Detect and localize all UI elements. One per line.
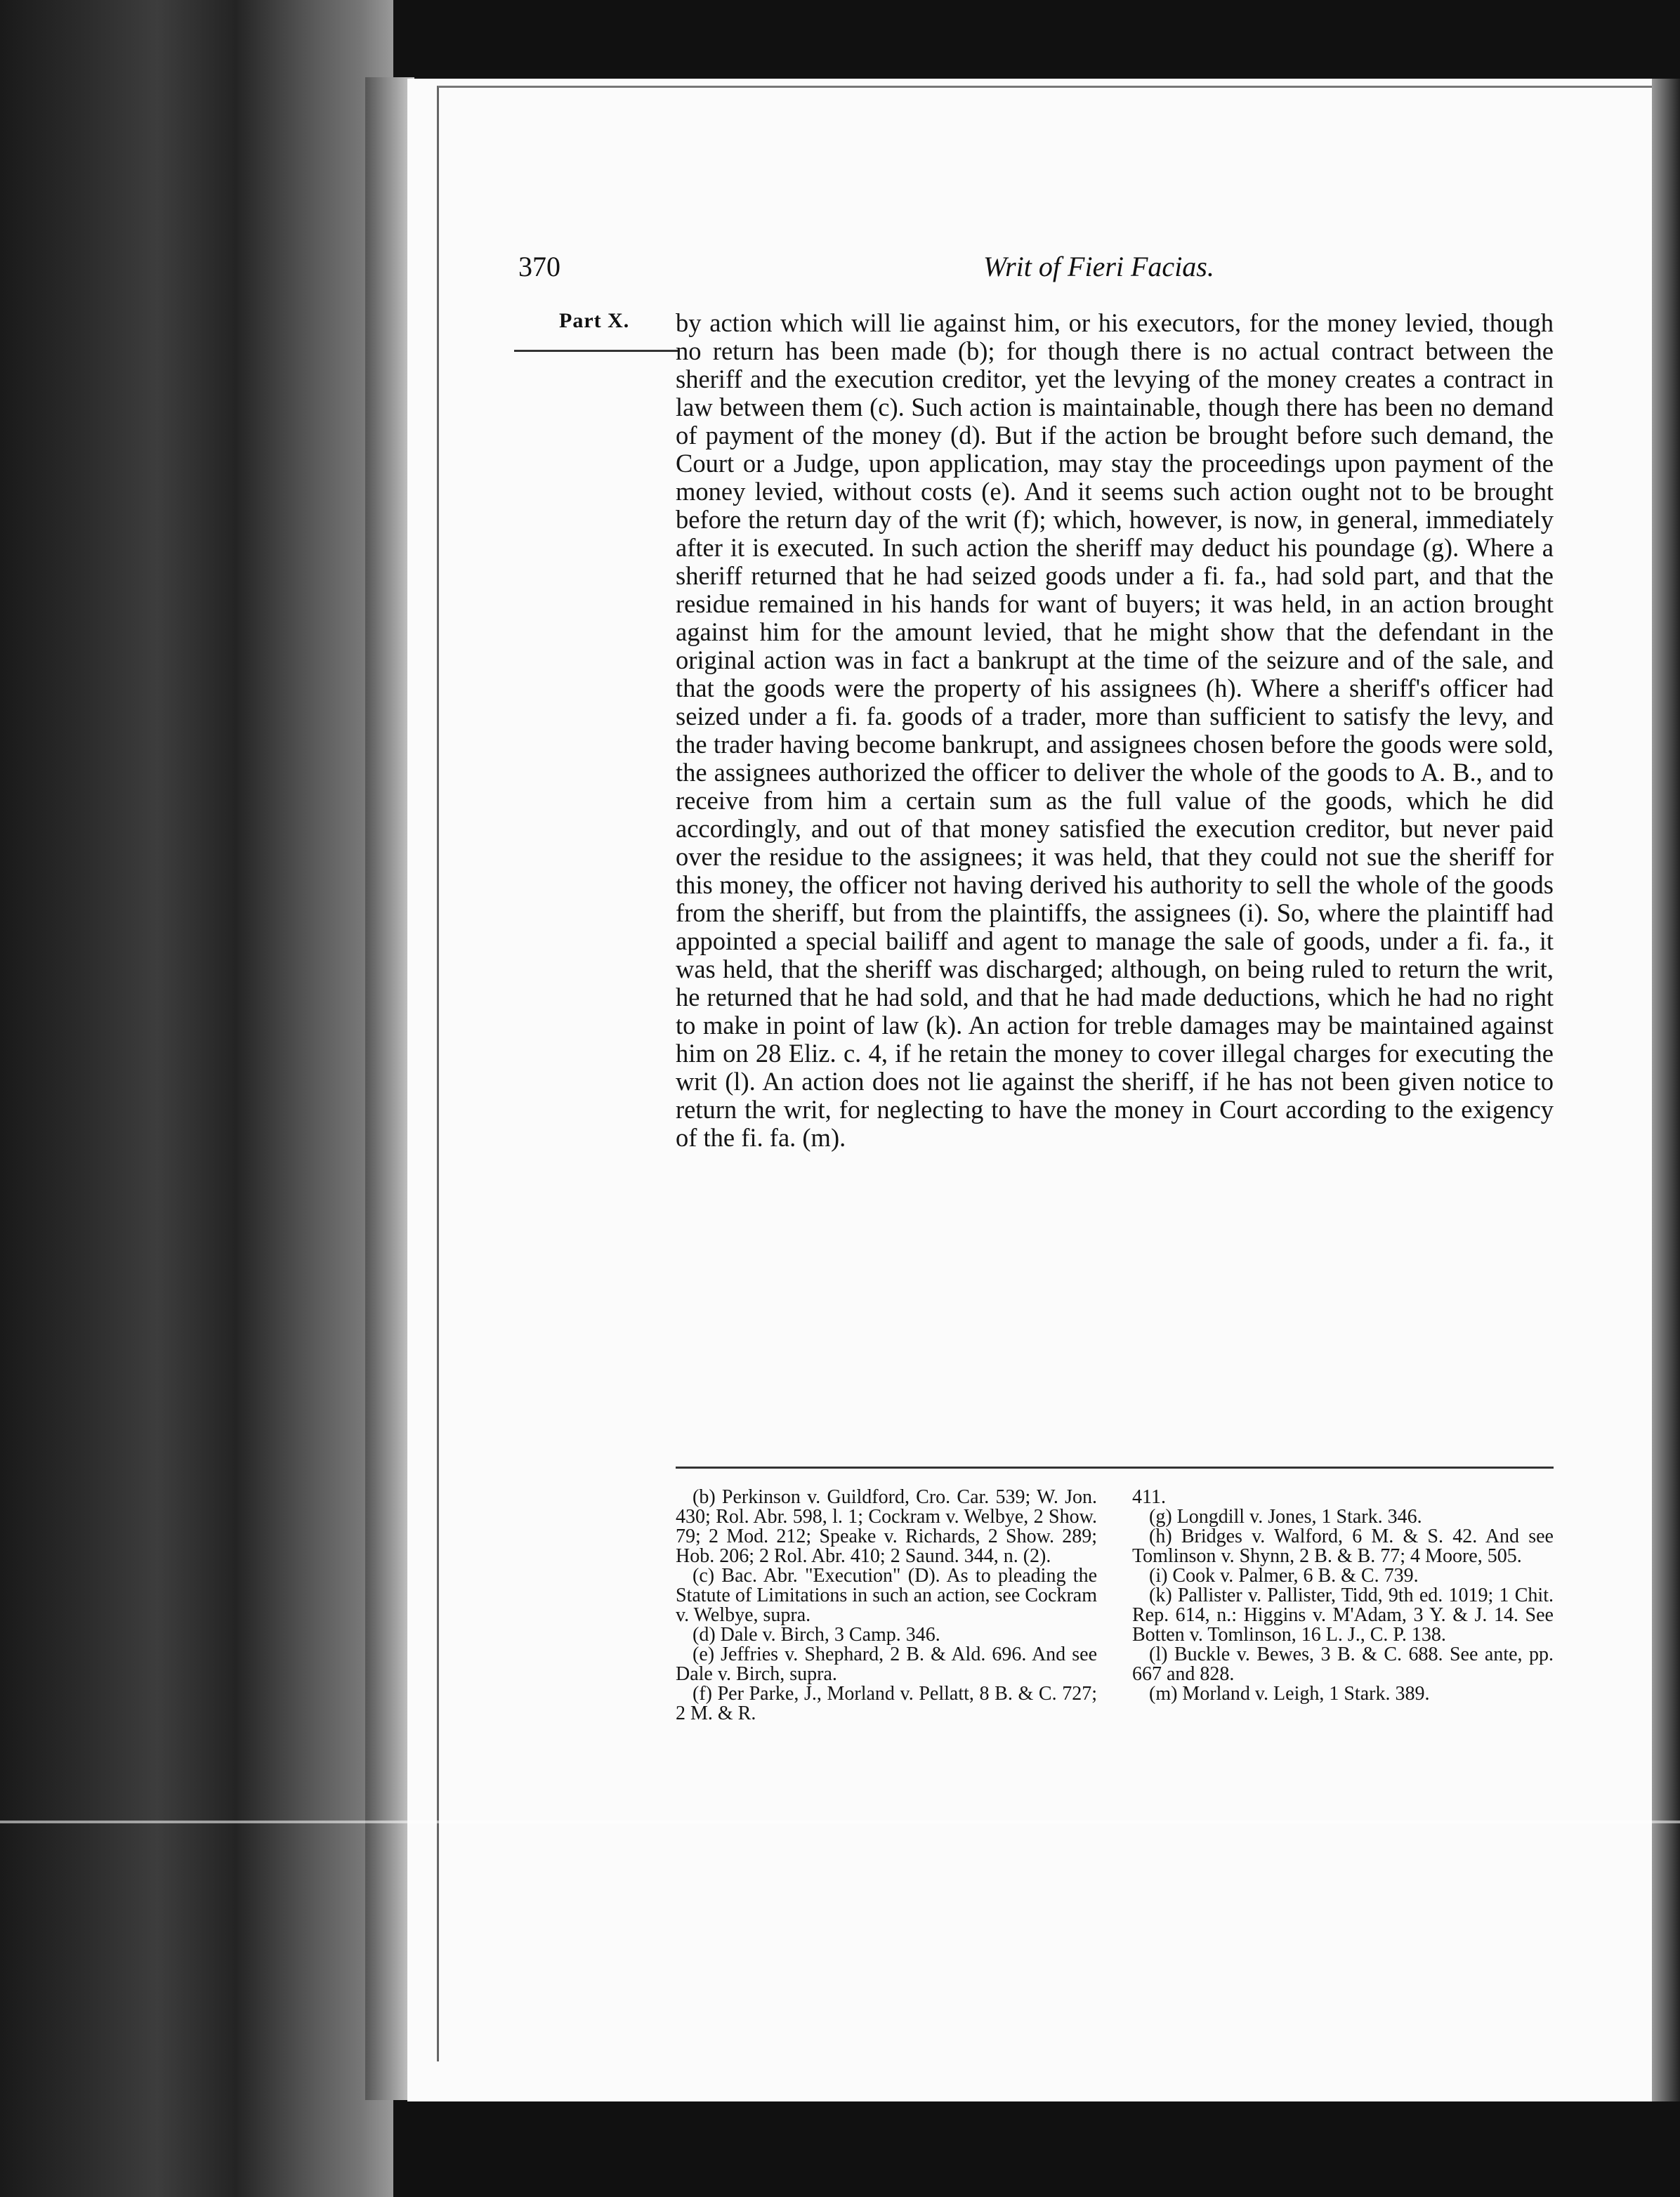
- footnote: (g) Longdill v. Jones, 1 Stark. 346.: [1149, 1506, 1422, 1528]
- footnote: (h) Bridges v. Walford, 6 M. & S. 42. And see Tomlinson v. Shynn, 2 B. & B. 77; 4 Moore, 505.: [1132, 1526, 1554, 1567]
- part-rule: [514, 350, 680, 352]
- footnote: (l) Buckle v. Bewes, 3 B. & C. 688. See ante, pp. 667 and 828.: [1132, 1644, 1554, 1685]
- scan-artifact-line: [0, 1821, 1680, 1823]
- footnote: (c) Bac. Abr. "Execution" (D). As to pleading the Statute of Limitations in such an action, see Cockram v. Welbye, supra.: [676, 1565, 1097, 1626]
- footnote-rule: [676, 1467, 1554, 1469]
- book-page-edges: [0, 0, 393, 2197]
- footnote: (e) Jeffries v. Shephard, 2 B. & Ald. 696. And see Dale v. Birch, supra.: [676, 1644, 1097, 1685]
- footnote: (i) Cook v. Palmer, 6 B. & C. 739.: [1149, 1565, 1419, 1587]
- footnotes-right-column: [1132, 1488, 1554, 1704]
- footnotes-left-column: [676, 1488, 1097, 1724]
- footnote-continuation: 411.: [1132, 1486, 1166, 1508]
- body-paragraph: by action which will lie against him, or his executors, for the money levied, though no return has been made (b); for though there is no actual contract between the sheriff and the execution creditor, yet the levying of the money creates a contract in law between them (c). Such action is maintainable, though there has been no demand of payment of the money (d). But if the action be brought before such demand, the Court or a Judge, upon application, may stay the proceedings upon payment of the money levied, without costs (e). And it seems such action ought not to be brought before the return day of the writ (f); which, however, is now, in general, immediately after it is executed. In such action the sheriff may deduct his poundage (g). Where a sheriff returned that he had seized goods under a fi. fa., had sold part, and that the residue remained in his hands for want of buyers; it was held, in an action brought against him for the amount levied, that he might show that the defendant in the original action was in fact a bankrupt at the time of the seizure and of the sale, and that the goods were the property of his assignees (h). Where a sheriff's officer had seized under a fi. fa. goods of a trader, more than sufficient to satisfy the levy, and the trader having become bankrupt, and assignees chosen before the goods were sold, the assignees authorized the officer to deliver the whole of the goods to A. B., and to receive from him a certain sum as the full value of the goods, which he did accordingly, and out of that money satisfied the execution creditor, but never paid over the residue to the assignees; it was held, that they could not sue the sheriff for this money, the officer not having derived his authority to sell the whole of the goods from the sheriff, but from the plaintiffs, the assignees (i). So, where the plaintiff had appointed a special bailiff and agent to manage the sale of goods, under a fi. fa., it was held, that the sheriff was discharged; although, on being ruled to return the writ, he returned that he had sold, and that he had made deductions, which he had no right to make in point of law (k). An action for treble damages may be maintained against him on 28 Eliz. c. 4, if he retain the money to cover illegal charges for executing the writ (l). An action does not lie against the sheriff, if he has not been given notice to return the writ, for neglecting to have the money in Court according to the exigency of the fi. fa. (m).: [676, 308, 1554, 1152]
- part-label: Part X.: [559, 309, 630, 332]
- footnote: (m) Morland v. Leigh, 1 Stark. 389.: [1149, 1683, 1430, 1705]
- footnote: (d) Dale v. Birch, 3 Camp. 346.: [693, 1624, 940, 1646]
- footnote: (b) Perkinson v. Guildford, Cro. Car. 539; W. Jon. 430; Rol. Abr. 598, l. 1; Cockram v. Welbye, 2 Show. 79; 2 Mod. 212; Speake v. Richards, 2 Show. 289; Hob. 206; 2 Rol. Abr. 410; 2 Saund. 344, n. (2).: [676, 1486, 1097, 1567]
- page-number: 370: [518, 251, 560, 282]
- page-right-edge: [1652, 79, 1680, 2101]
- footnote: (k) Pallister v. Pallister, Tidd, 9th ed. 1019; 1 Chit. Rep. 614, n.: Higgins v. M'Adam, 3 Y. & J. 14. See Botten v. Tomlinson, 16 L. J., C. P. 138.: [1132, 1585, 1554, 1646]
- running-title: Writ of Fieri Facias.: [983, 251, 1214, 282]
- footnote: (f) Per Parke, J., Morland v. Pellatt, 8 B. & C. 727; 2 M. & R.: [676, 1683, 1097, 1724]
